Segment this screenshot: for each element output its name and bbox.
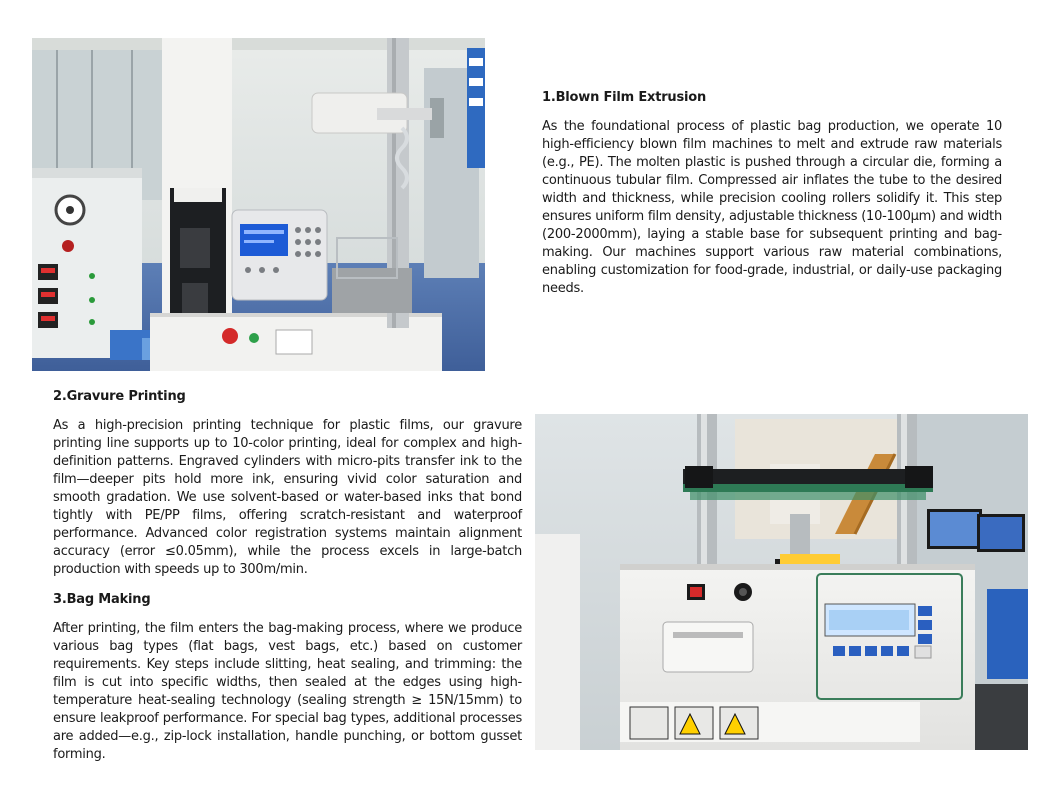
crush-tester-photo [535,414,1028,750]
section-body: After printing, the film enters the bag-making process, where we produce various bag types (flat bags, vest bags, etc.) based on customer requirements. Key steps include slitting, heat sealing, and trimming: the film is cut into specific widths, then sealed at the edges using high-temperature heat-sealing technology (sealing strength ≥ 15N/15mm) to ensure leakproof performance. For special bag types, additional processes are added—e.g., zip-lock installation, handle punching, or bottom gusset forming. [53,621,522,762]
section-body: As a high-precision printing technique for plastic films, our gravure printing line supports up to 10-color printing, ideal for complex and high-definition patterns. Engraved cylinders with micro-pits transfer ink to the film—deeper pits hold more ink, ensuring vivid color saturation and smooth gradation. We use solvent-based or water-based inks that bond tightly with PE/PP films, offering scratch-resistant and waterproof performance. Advanced color registration systems maintain alignment accuracy (error ≤0.05mm), while the process excels in large-batch production with speeds up to 300m/min. [53,418,522,577]
section-heading: 1.Blown Film Extrusion [542,90,707,105]
section-heading: 2.Gravure Printing [53,389,186,404]
blown-film-section [542,89,1002,298]
tensile-tester-photo [32,38,485,371]
section-body: As the foundational process of plastic bag production, we operate 10 high-efficiency blown film machines to melt and extrude raw materials (e.g., PE). The molten plastic is pushed through a circular die, forming a continuous tubular film. Compressed air inflates the tube to the desired width and thickness, while precision cooling rollers solidify it. This step ensures uniform film density, adjustable thickness (10-100μm) and width (200-2000mm), laying a stable base for subsequent printing and bag-making. Our machines support various raw material combinations, enabling customization for food-grade, industrial, or daily-use packaging needs. [542,119,1002,296]
bag-making-section [53,591,522,764]
gravure-printing-section [53,388,522,579]
section-heading: 3.Bag Making [53,592,151,607]
